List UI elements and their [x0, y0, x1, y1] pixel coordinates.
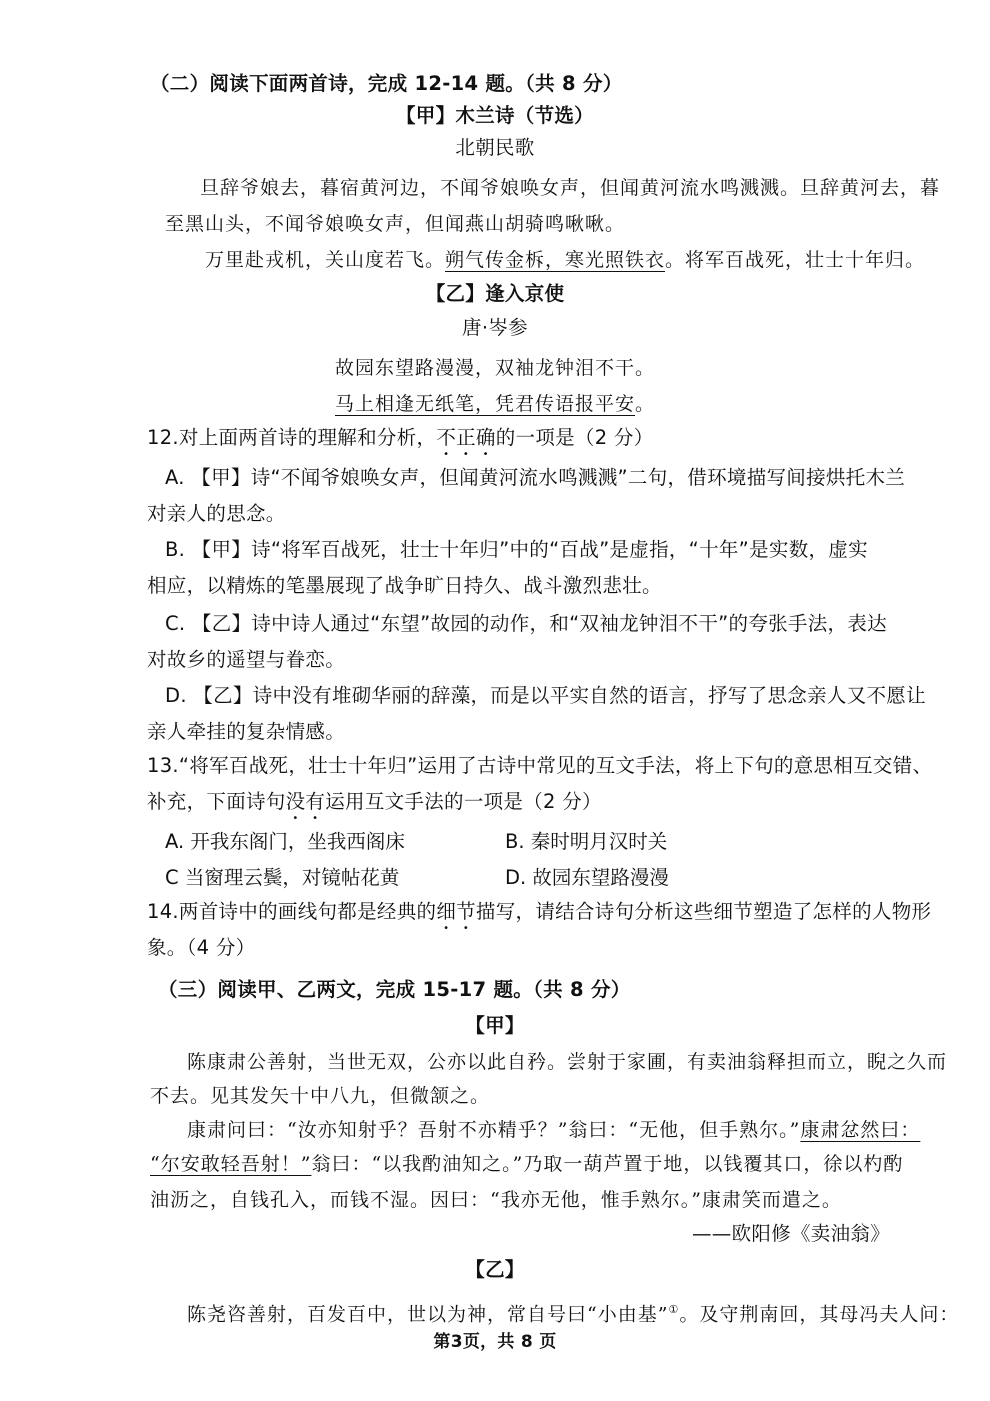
text-a-line-4 [150, 1152, 990, 1176]
poem-a-line-2: 至黑山头，不闻爷娘唤女声，但闻燕山胡骑鸣啾啾。 [165, 213, 626, 235]
q12-stem [147, 426, 990, 460]
poem-b-underlined-line: 马上相逢无纸笔，凭君传语报平安 [334, 393, 635, 415]
poem-a-title: 【甲】木兰诗（节选） [395, 104, 594, 127]
q14-stem-line-2: 象。（4 分） [147, 936, 256, 959]
text-a-line-1: 陈康肃公善射，当世无双，公亦以此自矜。尝射于家圃，有卖油翁释担而立，睨之久而 [187, 1051, 948, 1073]
q13-stem-line-1: 13.“将军百战死，壮士十年归”运用了古诗中常见的互文手法，将上下句的意思相互交错、 [147, 754, 933, 777]
poem-a-line-1: 旦辞爷娘去，暮宿黄河边，不闻爷娘唤女声，但闻黄河流水鸣溅溅。旦辞黄河去，暮 [200, 177, 941, 199]
text-a-line-3 [187, 1118, 990, 1142]
q13-emphasis: 没有 [285, 790, 326, 813]
q12-option-c-line-1: C. 【乙】诗中诗人通过“东望”故园的动作，和“双袖龙钟泪不干”的夸张手法，表达 [165, 612, 887, 635]
q12-option-c-line-2: 对故乡的遥望与眷恋。 [147, 648, 346, 671]
q13-stem-start: 补充，下面诗句 [147, 790, 286, 813]
q12-option-a-line-2: 对亲人的思念。 [147, 502, 286, 525]
poem-a-line-3-end: 。将军百战死，壮士十年归。 [665, 249, 926, 271]
q13-option-c: C 当窗理云鬓，对镜帖花黄 [165, 866, 400, 889]
q14-stem-line-1 [147, 900, 990, 934]
q12-option-b-line-1: B. 【甲】诗“将军百战死，壮士十年归”中的“百战”是虚指，“十年”是实数，虚实 [165, 538, 868, 561]
q13-stem-line-2 [147, 790, 990, 824]
poem-a-underlined-line: 朔气传金柝，寒光照铁衣 [445, 249, 666, 271]
section-2-heading: （二）阅读下面两首诗，完成 12-14 题。（共 8 分） [150, 72, 623, 95]
poem-b-line-1: 故园东望路漫漫，双袖龙钟泪不干。 [334, 357, 655, 379]
text-b-label: 【乙】 [465, 1258, 525, 1281]
q14-stem-end: 描写，请结合诗句分析这些细节塑造了怎样的人物形 [475, 900, 932, 923]
q12-stem-end: 的一项是（2 分） [495, 426, 654, 449]
text-a-label: 【甲】 [465, 1014, 525, 1037]
q12-option-d-line-2: 亲人牵挂的复杂情感。 [147, 720, 346, 743]
text-a-line-2: 不去。见其发矢十中八九，但微颔之。 [150, 1085, 491, 1107]
q12-emphasis: 不正确 [436, 426, 496, 449]
q12-option-d-line-1: D. 【乙】诗中没有堆砌华丽的辞藻，而是以平实自然的语言，抒写了思念亲人又不愿让 [165, 684, 926, 707]
text-a-underlined-end: “尔安敢轻吾射！” [150, 1153, 312, 1175]
q13-option-d: D. 故园东望路漫漫 [505, 866, 669, 889]
poem-b-title: 【乙】逢入京使 [425, 282, 565, 305]
text-a-underlined-start: 康肃忿然曰： [800, 1119, 921, 1141]
poem-b-author: 唐·岑参 [462, 316, 528, 339]
poem-a-author: 北朝民歌 [455, 136, 535, 159]
text-a-source: ——欧阳修《卖油翁》 [692, 1222, 890, 1245]
text-a-line-3-start: 康肃问曰：“汝亦知射乎？吾射不亦精乎？”翁曰：“无他，但手熟尔。” [187, 1119, 801, 1141]
text-b-line-1-end: 。及守荆南回，其母冯夫人问： [679, 1303, 960, 1326]
text-b-line-1 [187, 1298, 990, 1326]
q14-emphasis: 细节 [436, 900, 476, 923]
poem-b-line-2 [0, 392, 990, 416]
q13-stem-end: 运用互文手法的一项是（2 分） [325, 790, 602, 813]
poem-a-line-3-start: 万里赴戎机，关山度若飞。 [205, 249, 446, 271]
q14-stem-start: 14.两首诗中的画线句都是经典的 [147, 900, 437, 923]
q12-option-a-line-1: A. 【甲】诗“不闻爷娘唤女声，但闻黄河流水鸣溅溅”二句，借环境描写间接烘托木兰 [165, 466, 906, 489]
text-b-line-1-start: 陈尧咨善射，百发百中，世以为神，常自号曰“小由基” [187, 1303, 669, 1326]
text-a-line-4-end: 翁曰：“以我酌油知之。”乃取一葫芦置于地，以钱覆其口，徐以杓酌 [311, 1153, 904, 1175]
text-a-line-5: 油沥之，自钱孔入，而钱不湿。因曰：“我亦无他，惟手熟尔。”康肃笑而遣之。 [150, 1189, 842, 1211]
poem-b-line-2-end: 。 [635, 393, 656, 415]
footnote-marker: ① [668, 1303, 680, 1316]
q13-option-b: B. 秦时明月汉时关 [505, 830, 668, 853]
section-3-heading: （三）阅读甲、乙两文，完成 15-17 题。（共 8 分） [158, 978, 631, 1001]
page-footer: 第3页，共 8 页 [433, 1332, 557, 1352]
q12-option-b-line-2: 相应，以精炼的笔墨展现了战争旷日持久、战斗激烈悲壮。 [147, 574, 662, 597]
q13-option-a: A. 开我东阁门，坐我西阁床 [165, 830, 405, 853]
q12-stem-start: 12.对上面两首诗的理解和分析， [147, 426, 437, 449]
poem-a-line-3 [205, 248, 990, 272]
